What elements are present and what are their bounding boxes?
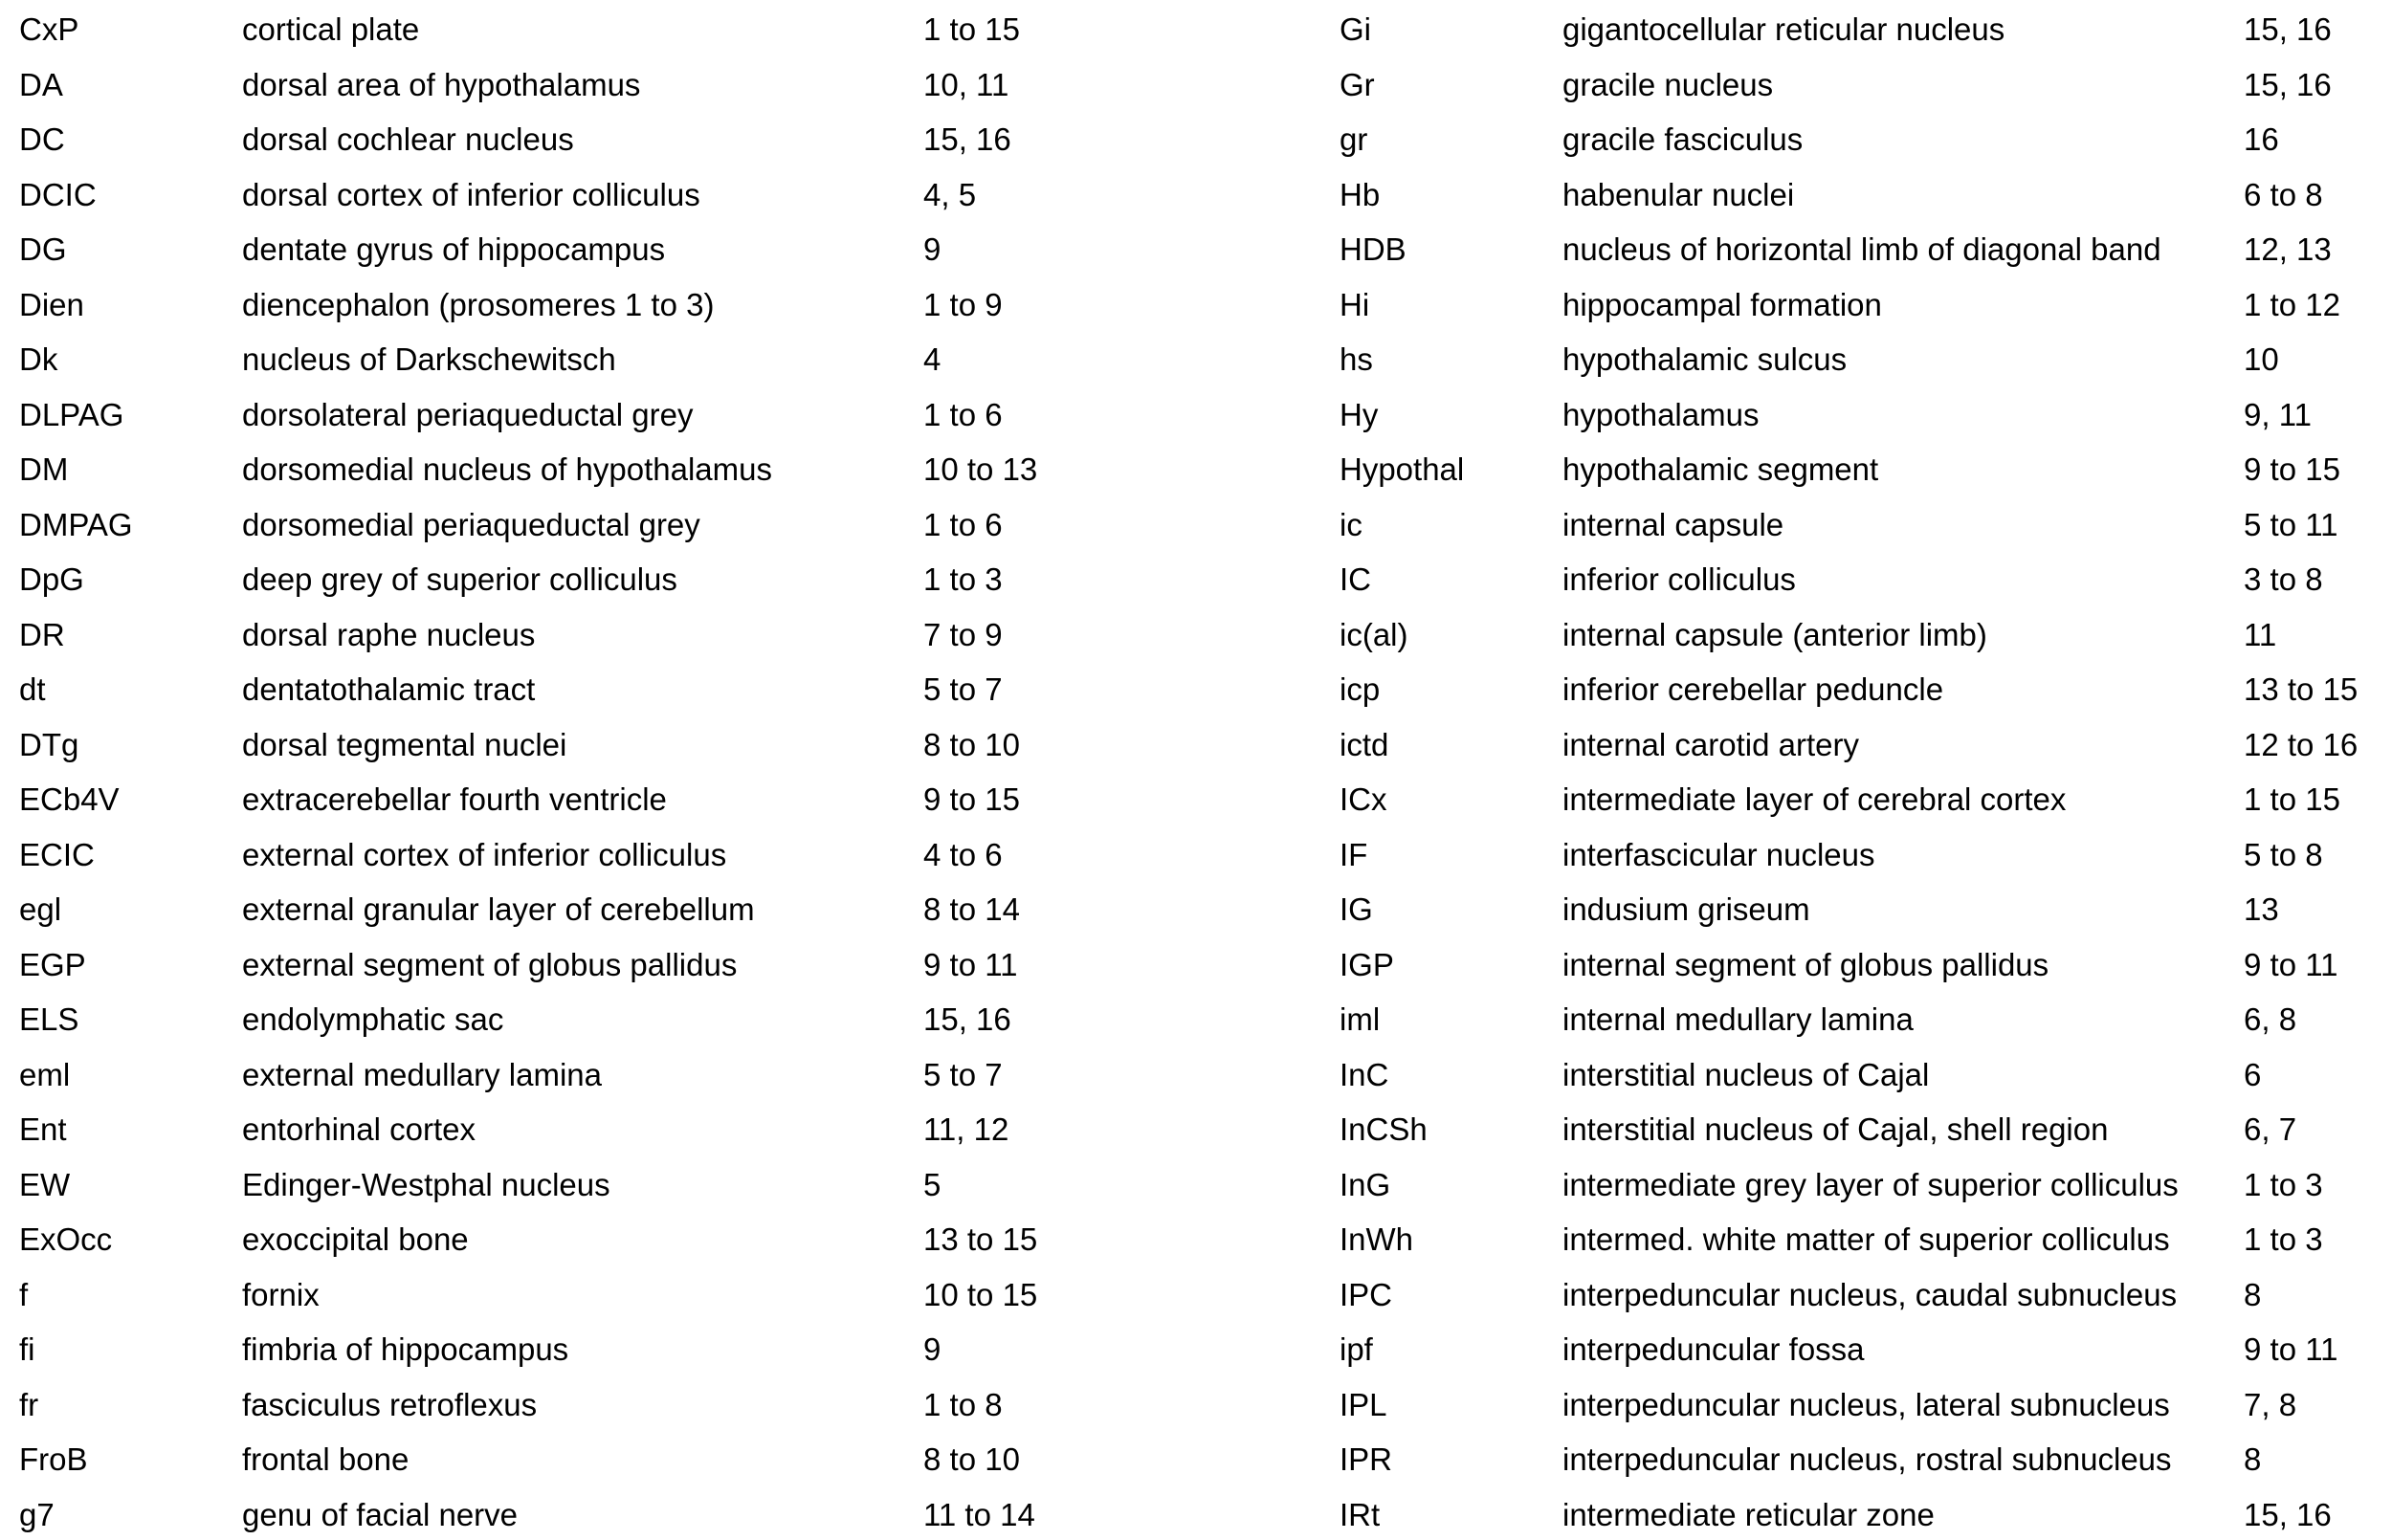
abbreviation: DR	[19, 615, 65, 655]
figure-references: 1 to 6	[923, 395, 1003, 435]
figure-references: 9	[923, 1330, 941, 1370]
abbreviation: hs	[1340, 340, 1373, 380]
list-item	[0, 1430, 1301, 1485]
abbreviation-list-right	[1320, 0, 2392, 1540]
list-item	[0, 1155, 1301, 1211]
term-description: intermed. white matter of superior colliculus	[1562, 1220, 2170, 1260]
term-description: interpeduncular nucleus, rostral subnucleus	[1562, 1440, 2172, 1480]
figure-references: 5 to 8	[2244, 835, 2323, 875]
figure-references: 11 to 14	[923, 1495, 1035, 1535]
list-item	[1320, 165, 2392, 221]
figure-references: 1 to 3	[2244, 1165, 2323, 1205]
abbreviation: IPC	[1340, 1275, 1392, 1315]
list-item	[0, 110, 1301, 165]
figure-references: 8 to 10	[923, 725, 1020, 765]
figure-references: 8	[2244, 1275, 2261, 1315]
abbreviation: EGP	[19, 945, 86, 985]
term-description: dorsal cortex of inferior colliculus	[242, 175, 700, 215]
abbreviation: DTg	[19, 725, 78, 765]
abbreviation: Hy	[1340, 395, 1378, 435]
abbreviation: Dien	[19, 285, 84, 325]
term-description: cortical plate	[242, 10, 419, 50]
abbreviation: ExOcc	[19, 1220, 112, 1260]
figure-references: 13 to 15	[2244, 670, 2358, 710]
abbreviation: gr	[1340, 120, 1367, 160]
abbreviation: DM	[19, 450, 68, 490]
term-description: dentatothalamic tract	[242, 670, 535, 710]
term-description: dorsal area of hypothalamus	[242, 65, 640, 105]
figure-references: 6 to 8	[2244, 175, 2323, 215]
list-item	[0, 605, 1301, 661]
abbreviation: iml	[1340, 1000, 1380, 1040]
list-item	[0, 275, 1301, 331]
term-description: interpeduncular nucleus, caudal subnucleus	[1562, 1275, 2177, 1315]
term-description: internal medullary lamina	[1562, 1000, 1914, 1040]
abbreviation: Ent	[19, 1110, 67, 1150]
list-item	[0, 770, 1301, 825]
figure-references: 10 to 15	[923, 1275, 1037, 1315]
abbreviation: ECb4V	[19, 780, 120, 820]
abbreviation: InWh	[1340, 1220, 1413, 1260]
term-description: fimbria of hippocampus	[242, 1330, 568, 1370]
abbreviation: DG	[19, 230, 67, 270]
term-description: extracerebellar fourth ventricle	[242, 780, 667, 820]
term-description: hypothalamic segment	[1562, 450, 1878, 490]
list-item	[1320, 1045, 2392, 1101]
abbreviation: IRt	[1340, 1495, 1380, 1535]
figure-references: 11	[2244, 615, 2276, 655]
abbreviation: eml	[19, 1055, 70, 1095]
list-item	[0, 220, 1301, 275]
figure-references: 4 to 6	[923, 835, 1003, 875]
figure-references: 7 to 9	[923, 615, 1003, 655]
abbreviation: ECIC	[19, 835, 95, 875]
abbreviation: fr	[19, 1385, 38, 1425]
abbreviation: InC	[1340, 1055, 1388, 1095]
term-description: deep grey of superior colliculus	[242, 560, 677, 600]
term-description: interfascicular nucleus	[1562, 835, 1875, 875]
term-description: fasciculus retroflexus	[242, 1385, 537, 1425]
figure-references: 5 to 7	[923, 1055, 1003, 1095]
abbreviation: DpG	[19, 560, 84, 600]
list-item	[0, 935, 1301, 991]
figure-references: 1 to 3	[923, 560, 1003, 600]
abbreviation: IPL	[1340, 1385, 1387, 1425]
figure-references: 10	[2244, 340, 2279, 380]
list-item	[0, 440, 1301, 495]
abbreviation: ictd	[1340, 725, 1388, 765]
term-description: frontal bone	[242, 1440, 409, 1480]
term-description: diencephalon (prosomeres 1 to 3)	[242, 285, 714, 325]
term-description: dorsolateral periaqueductal grey	[242, 395, 693, 435]
abbreviation: IF	[1340, 835, 1367, 875]
list-item	[1320, 990, 2392, 1045]
list-item	[1320, 55, 2392, 111]
term-description: Edinger-Westphal nucleus	[242, 1165, 610, 1205]
term-description: habenular nuclei	[1562, 175, 1794, 215]
list-item	[0, 495, 1301, 551]
term-description: intermediate layer of cerebral cortex	[1562, 780, 2066, 820]
list-item	[1320, 0, 2392, 55]
list-item	[0, 1045, 1301, 1101]
figure-references: 1 to 15	[923, 10, 1020, 50]
list-item	[1320, 660, 2392, 715]
term-description: internal capsule (anterior limb)	[1562, 615, 1987, 655]
abbreviation: Gr	[1340, 65, 1375, 105]
figure-references: 1 to 9	[923, 285, 1003, 325]
list-item	[0, 880, 1301, 935]
term-description: hypothalamus	[1562, 395, 1759, 435]
abbreviation: Hypothal	[1340, 450, 1464, 490]
abbreviation: HDB	[1340, 230, 1406, 270]
term-description: interstitial nucleus of Cajal	[1562, 1055, 1929, 1095]
abbreviation: icp	[1340, 670, 1380, 710]
list-item	[0, 660, 1301, 715]
figure-references: 11, 12	[923, 1110, 1008, 1150]
figure-references: 15, 16	[2244, 65, 2332, 105]
list-item	[1320, 880, 2392, 935]
abbreviation: DMPAG	[19, 505, 133, 545]
term-description: inferior colliculus	[1562, 560, 1796, 600]
abbreviation: EW	[19, 1165, 70, 1205]
list-item	[0, 55, 1301, 111]
figure-references: 5	[923, 1165, 941, 1205]
term-description: dorsal raphe nucleus	[242, 615, 535, 655]
abbreviation: FroB	[19, 1440, 88, 1480]
figure-references: 9, 11	[2244, 395, 2312, 435]
figure-references: 1 to 12	[2244, 285, 2340, 325]
figure-references: 3 to 8	[2244, 560, 2323, 600]
list-item	[1320, 1375, 2392, 1431]
term-description: gracile nucleus	[1562, 65, 1773, 105]
figure-references: 9 to 11	[2244, 945, 2337, 985]
term-description: external granular layer of cerebellum	[242, 890, 755, 930]
figure-references: 4, 5	[923, 175, 976, 215]
term-description: hypothalamic sulcus	[1562, 340, 1847, 380]
figure-references: 4	[923, 340, 941, 380]
figure-references: 9 to 15	[923, 780, 1020, 820]
abbreviation: DCIC	[19, 175, 97, 215]
term-description: interpeduncular nucleus, lateral subnucleus	[1562, 1385, 2170, 1425]
abbreviation: IGP	[1340, 945, 1394, 985]
figure-references: 9 to 11	[923, 945, 1017, 985]
list-item	[1320, 1265, 2392, 1321]
abbreviation: DA	[19, 65, 63, 105]
figure-references: 10 to 13	[923, 450, 1037, 490]
abbreviation: IC	[1340, 560, 1371, 600]
list-item	[1320, 1155, 2392, 1211]
list-item	[1320, 330, 2392, 385]
term-description: dorsal cochlear nucleus	[242, 120, 574, 160]
figure-references: 8	[2244, 1440, 2261, 1480]
figure-references: 15, 16	[2244, 10, 2332, 50]
list-item	[0, 165, 1301, 221]
abbreviation: ICx	[1340, 780, 1387, 820]
abbreviation: fi	[19, 1330, 35, 1370]
abbreviation: CxP	[19, 10, 78, 50]
abbreviation: ELS	[19, 1000, 78, 1040]
abbreviation: dt	[19, 670, 46, 710]
figure-references: 13 to 15	[923, 1220, 1037, 1260]
figure-references: 12 to 16	[2244, 725, 2358, 765]
figure-references: 5 to 11	[2244, 505, 2337, 545]
term-description: hippocampal formation	[1562, 285, 1882, 325]
figure-references: 7, 8	[2244, 1385, 2296, 1425]
figure-references: 1 to 6	[923, 505, 1003, 545]
term-description: exoccipital bone	[242, 1220, 469, 1260]
abbreviation: ic	[1340, 505, 1362, 545]
abbreviation: IPR	[1340, 1440, 1392, 1480]
figure-references: 9	[923, 230, 941, 270]
figure-references: 6	[2244, 1055, 2261, 1095]
term-description: inferior cerebellar peduncle	[1562, 670, 1943, 710]
figure-references: 5 to 7	[923, 670, 1003, 710]
list-item	[0, 0, 1301, 55]
list-item	[0, 1100, 1301, 1155]
abbreviation: ic(al)	[1340, 615, 1408, 655]
term-description: genu of facial nerve	[242, 1495, 518, 1535]
list-item	[1320, 220, 2392, 275]
term-description: endolymphatic sac	[242, 1000, 503, 1040]
term-description: external segment of globus pallidus	[242, 945, 737, 985]
figure-references: 15, 16	[2244, 1495, 2332, 1535]
term-description: internal capsule	[1562, 505, 1783, 545]
figure-references: 16	[2244, 120, 2279, 160]
term-description: indusium griseum	[1562, 890, 1810, 930]
figure-references: 1 to 8	[923, 1385, 1003, 1425]
abbreviation: ipf	[1340, 1330, 1373, 1370]
list-item	[1320, 825, 2392, 881]
term-description: nucleus of horizontal limb of diagonal band	[1562, 230, 2161, 270]
abbreviation: Hi	[1340, 285, 1369, 325]
list-item	[0, 825, 1301, 881]
term-description: intermediate reticular zone	[1562, 1495, 1935, 1535]
list-item	[1320, 715, 2392, 771]
abbreviation: Dk	[19, 340, 57, 380]
figure-references: 15, 16	[923, 120, 1011, 160]
figure-references: 1 to 15	[2244, 780, 2340, 820]
list-item	[1320, 110, 2392, 165]
abbreviation: f	[19, 1275, 28, 1315]
list-item	[1320, 935, 2392, 991]
term-description: internal segment of globus pallidus	[1562, 945, 2049, 985]
list-item	[1320, 440, 2392, 495]
figure-references: 12, 13	[2244, 230, 2332, 270]
list-item	[1320, 1210, 2392, 1265]
term-description: external medullary lamina	[242, 1055, 602, 1095]
list-item	[0, 1265, 1301, 1321]
term-description: dorsomedial periaqueductal grey	[242, 505, 700, 545]
figure-references: 9 to 15	[2244, 450, 2340, 490]
list-item	[1320, 1430, 2392, 1485]
term-description: interpeduncular fossa	[1562, 1330, 1865, 1370]
term-description: entorhinal cortex	[242, 1110, 476, 1150]
list-item	[0, 990, 1301, 1045]
term-description: fornix	[242, 1275, 320, 1315]
abbreviation: Gi	[1340, 10, 1371, 50]
abbreviation: InG	[1340, 1165, 1390, 1205]
figure-references: 13	[2244, 890, 2279, 930]
abbreviation: InCSh	[1340, 1110, 1428, 1150]
list-item	[1320, 275, 2392, 331]
list-item	[1320, 770, 2392, 825]
abbreviation: egl	[19, 890, 61, 930]
list-item	[1320, 605, 2392, 661]
figure-references: 6, 8	[2244, 1000, 2296, 1040]
figure-references: 1 to 3	[2244, 1220, 2323, 1260]
list-item	[0, 1375, 1301, 1431]
term-description: dorsomedial nucleus of hypothalamus	[242, 450, 772, 490]
abbreviation: g7	[19, 1495, 55, 1535]
term-description: gigantocellular reticular nucleus	[1562, 10, 2004, 50]
figure-references: 9 to 11	[2244, 1330, 2337, 1370]
list-item	[0, 715, 1301, 771]
list-item	[0, 1320, 1301, 1375]
figure-references: 10, 11	[923, 65, 1008, 105]
abbreviation: DC	[19, 120, 65, 160]
list-item	[1320, 495, 2392, 551]
list-item	[0, 1210, 1301, 1265]
figure-references: 8 to 10	[923, 1440, 1020, 1480]
abbreviation: Hb	[1340, 175, 1380, 215]
list-item	[1320, 1100, 2392, 1155]
list-item	[0, 385, 1301, 441]
term-description: nucleus of Darkschewitsch	[242, 340, 616, 380]
list-item	[1320, 1320, 2392, 1375]
term-description: external cortex of inferior colliculus	[242, 835, 726, 875]
list-item	[1320, 385, 2392, 441]
term-description: interstitial nucleus of Cajal, shell region	[1562, 1110, 2108, 1150]
abbreviation: IG	[1340, 890, 1373, 930]
term-description: dorsal tegmental nuclei	[242, 725, 566, 765]
figure-references: 6, 7	[2244, 1110, 2296, 1150]
term-description: internal carotid artery	[1562, 725, 1859, 765]
abbreviation: DLPAG	[19, 395, 123, 435]
term-description: gracile fasciculus	[1562, 120, 1803, 160]
list-item	[1320, 550, 2392, 605]
term-description: dentate gyrus of hippocampus	[242, 230, 665, 270]
list-item	[0, 550, 1301, 605]
figure-references: 15, 16	[923, 1000, 1011, 1040]
list-item	[1320, 1485, 2392, 1540]
figure-references: 8 to 14	[923, 890, 1020, 930]
list-item	[0, 1485, 1301, 1540]
list-item	[0, 330, 1301, 385]
term-description: intermediate grey layer of superior colliculus	[1562, 1165, 2179, 1205]
